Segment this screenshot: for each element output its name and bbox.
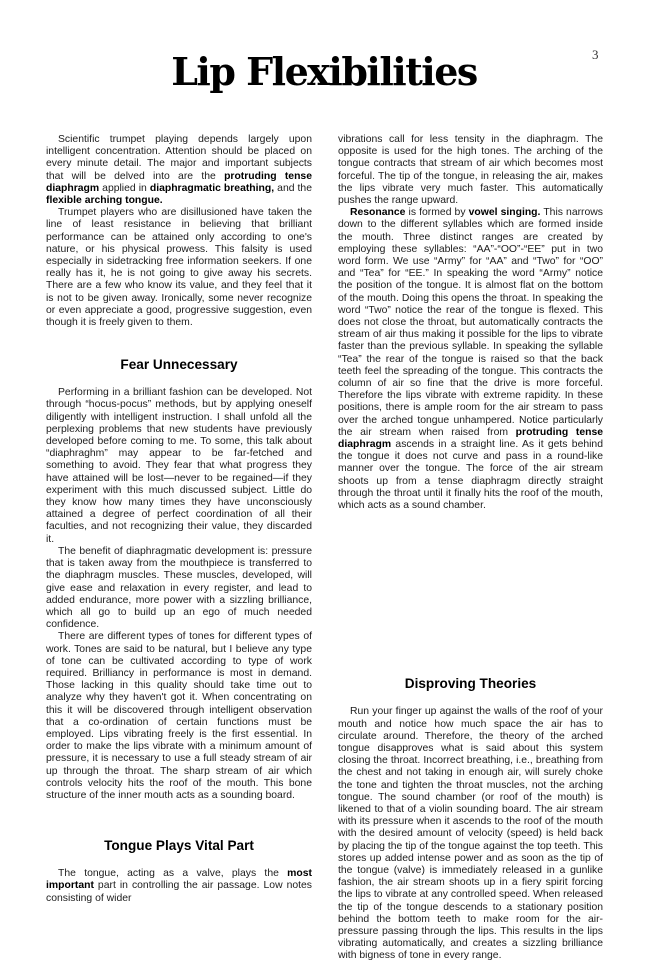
fear-paragraph-1: Performing in a brilliant fashion can be developed. Not through “hocus-pocus” methods, but by applying oneself diligently with intelligent instruction. I shall unfold all the perplexing problems that new students have previously developed before coming to me. To some, this talk about “diaphraghm” may appear to be far-fetched and something to avoid. They fear that what progress they have attained will be lost—never to be regained—if they experiment with this much discussed subject. Little do they know how many times they have unconsciously attained a degree of perfect coordination of all their faculties, and not recognizing their value, they discarded it. [46, 387, 312, 545]
page-title: Lip Flexibilities [171, 49, 477, 94]
bold-term: vowel singing. [468, 207, 541, 219]
continued-paragraph: vibrations call for less tensity in the diaphragm. The opposite is used for the high tones. The arching of the tongue contracts that stream of air which becomes most forceful. The tip of the tongue, in releasing the air, makes the lips vibrate very much faster. This automatically pushes the range upward. [338, 134, 603, 207]
section-heading-disproving-theories: Disproving Theories [404, 676, 537, 692]
left-column [46, 134, 312, 905]
bold-term: Resonance [350, 207, 406, 219]
text-run: part in controlling the air passage. Low notes consisting of wider [46, 880, 312, 904]
disprove-paragraph-1: Run your finger up against the walls of the roof of your mouth and notice how much space the air has to circulate around. Therefore, the theory of the arched tongue disapproves what is said about this system closing the throat. Incorrect breathing, i.e., breathing from the chest and not taking in enough air, will surely choke the tone and tighten the throat muscles, not the arching tongue. The sound chamber (or roof of the mouth) is likened to that of a violin sounding board. The air stream with its pressure when it ascends to the roof of the mouth with the desired amount of velocity (speed) is held back by placing the tip of the tongue against the top teeth. This stores up added intense power and as soon as the tip of the tongue (valve) is immediately released in a gunlike fashion, the air stream shoots up in a fiery spirit forcing the lips to vibrate at any controlled speed. When released the tip of the tongue descends to a stationary position behind the bottom teeth to make room for the air-pressure passing through the lips. This results in the lips vibrating automatically, and creates a sizzling brilliance with bigness of tone in every range. [338, 706, 603, 962]
section-heading-fear-unnecessary: Fear Unnecessary [120, 357, 238, 373]
intro-paragraph-1 [46, 134, 312, 207]
bold-term: diaphragmatic breathing, [149, 182, 275, 194]
bold-term: protruding tense diaphragm [46, 170, 312, 194]
fear-paragraph-3: There are different types of tones for different types of work. Tones are said to be natural, but I believe any type of tone can be cultivated according to type of work required. Brilliancy in performance is most in demand. Those lacking in this quality should take time out to analyze why they haven't got it. When concentrating on this it will be discovered through intelligent observation that a co-ordination of certain functions must be employed. Lips vibrating freely is the first essential. In order to make the lips vibrate with a minimum amount of pressure, it is necessary to use a full steady stream of air up through the throat. The sharp stream of air which controls velocity hits the roof of the mouth. This bone structure of the inner mouth acts as a sounding board. [46, 631, 312, 801]
text-run: is formed by [405, 207, 469, 219]
text-run: The tongue, acting as a valve, plays the [58, 868, 288, 880]
page-number: 3 [592, 47, 599, 62]
resonance-paragraph [338, 207, 603, 512]
tongue-paragraph-1 [46, 868, 312, 905]
right-column [338, 134, 603, 963]
text-run: applied in [99, 182, 150, 194]
section-heading-tongue-plays-vital-part: Tongue Plays Vital Part [104, 838, 254, 854]
fear-paragraph-2: The benefit of diaphragmatic development is: pressure that is taken away from the mouthpiece is transferred to the diaphragm muscles. These muscles, developed, will give ease and relaxation in every register, and lead to added endurance, more power with a sizzling brilliance, which all go to build up an ego of much needed confidence. [46, 545, 312, 631]
intro-paragraph-2: Trumpet players who are disillusioned have taken the line of least resistance in believing that brilliant performance can be attained only according to one's nature, or his physical prowess. This falsity is used especially in sidetracking free information seekers. If one really has it, he is not going to give away his secrets. There are a few who know its value, and they feel that it is not to be given away. Ironically, some never recognize or even appreciate a good, progressive suggestion, even though it is freely given to them. [46, 207, 312, 329]
bold-term: most important [46, 868, 312, 892]
bold-term: protruding tense diaphragm [338, 426, 603, 451]
text-run: Scientific trumpet playing depends largely upon intelligent concentration. Attention should be placed on every minute detail. The major and important subjects that will be delved into are the [46, 134, 312, 182]
bold-term: flexible arching tongue. [46, 195, 163, 207]
text-run: This narrows down to the different syllables which are formed inside the mouth. Three distinct ranges are created by employing these syllables: “AA”-“OO”-“EE” put in two word form. We use “Army” for “AA” and “Two” for “OO” and “Tea” for “EE.” In speaking the word “Army” notice the position of the tongue. It is almost flat on the bottom of the mouth. Doing this opens the throat. In speaking the word “Two” notice the rear of the tongue is flexed. This does not close the throat, but automatically contracts the stream of air thus making it possible for the lips to vibrate faster than the previous syllable. In speaking the syllable “Tea” the rear of the tongue is raised so that the back teeth feel the spreading of the tongue. This contracts the column of air so fine that the drive is more forceful. Therefore the lips vibrate with extreme rapidity. In these positions, there is ample room for the air stream to pass over the arched tongue unhampered. Notice particularly the air stream when raised from [338, 207, 603, 438]
text-run: and the [274, 182, 312, 194]
text-run: ascends in a straight line. As it gets behind the tongue it does not curve and pass in a round-like manner over the tongue. The force of the air stream shoots up from a tense diaphragm directly straight through the throat until it finally hits the roof of the mouth, which acts as a sound chamber. [338, 439, 603, 512]
